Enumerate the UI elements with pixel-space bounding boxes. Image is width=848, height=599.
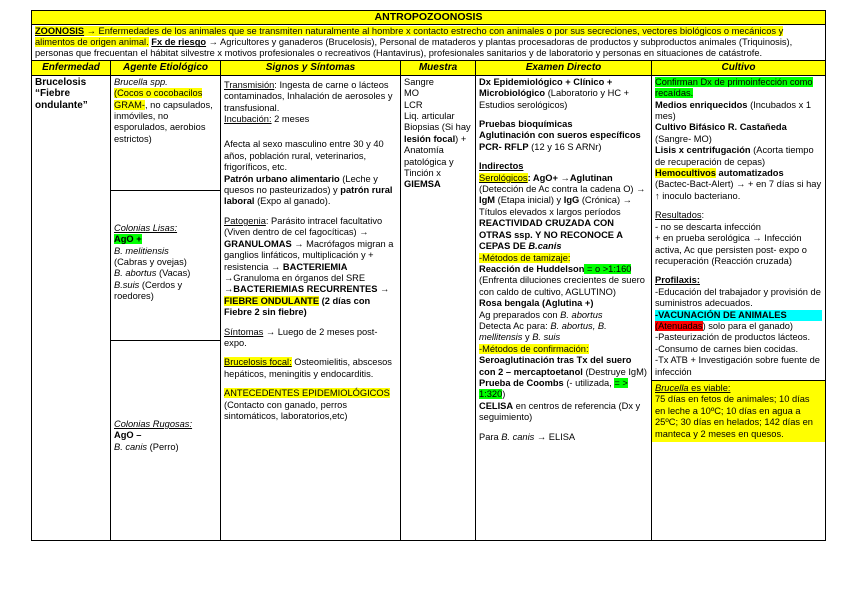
- header-row: [32, 61, 826, 75]
- antropozoonosis-table: [31, 10, 826, 541]
- agente-colonias-rugosas: Colonias Rugosas: AgO – B. canis (Perro): [111, 340, 220, 540]
- brucelosis-row: [32, 75, 826, 540]
- header-signos: Signos y Síntomas: [221, 61, 401, 75]
- page-title: ANTROPOZOONOSIS: [32, 11, 826, 25]
- header-examen: Examen Directo: [476, 61, 652, 75]
- risk-label: Fx de riesgo: [151, 37, 207, 48]
- cell-cultivo: Confirman Dx de primoinfección como recaídas. Medios enriquecidos (Incubados x 1 mes) Cultivo Bifásico R. Castañeda (Sangre- MO) Lisis x centrifugación (Acorta tiempo de recuperación de cepas) Hemocultivos automatizados (Bactec-Bact-Alert) → + en 7 días si hay ↑ inoculo bacteriano. Resultados: - no se descarta infección + en prueba serológica → Infección activa, Ac que persisten post- expo o recuperación (Reacción cruzada) Profilaxis: -Educación del trabajador y provisión de suministros adecuados. -VACUNACIÓN DE ANIMALES (Atenuadas) solo para el ganado) -Pasteurización de productos lácteos. -Consumo de carnes bien cocidas. -Tx ATB + Investigación sobre fuente de infección Brucella es viable: 75 días en fetos de animales; 10 días en leche a 10ºC; 10 días en agua a 25ºC; 30 días en helados; 142 días en manteca y 2 meses en quesos.: [652, 75, 826, 540]
- header-agente: Agente Etiológico: [111, 61, 221, 75]
- brucella-viable-box: Brucella es viable: 75 días en fetos de animales; 10 días en leche a 10ºC; 10 días en agua a 25ºC; 30 días en helados; 142 días en manteca y 2 meses en quesos.: [652, 380, 825, 442]
- cell-muestra: Sangre MO LCR Liq. articular Biopsias (Si hay lesión focal) + Anatomía patológica y Tinción x GIEMSA: [401, 75, 476, 540]
- document-page: [31, 10, 825, 541]
- zoonosis-term: ZOONOSIS: [35, 26, 85, 37]
- intro-paragraph: ZOONOSIS → Enfermedades de los animales que se transmiten naturalmente al hombre x contacto estrecho con animales o por sus secreciones, vectores biológicos o mecánicos y alimentos de origen animal. Fx de riesgo → Agricultores y ganaderos (Brucelosis), Personal de mataderos y plantas procesadoras de productos y subproductos animales (Triquinosis), personas que frecuentan el hábitat silvestre x motivos profesionales o recreativos (Hantavirus), profesionales sanitarios y de laboratorio y personas en situaciones de catástrofe.: [32, 25, 826, 61]
- cell-signos: Transmisión: Ingesta de carne o lácteos contaminados, Inhalación de aerosoles y transfusional. Incubación: 2 meses Afecta al sexo masculino entre 30 y 40 años, población rural, veterinarios, frigoríficos, etc. Patrón urbano alimentario (Leche y quesos no pasteurizados) y patrón rural laboral (Expo al ganado). Patogenia: Parásito intracel facultativo (Viven dentro de cel fagocíticas) → GRANULOMAS → Macrófagos migran a ganglios linfáticos, multiplicación y + resistencia → BACTERIEMIA →Granuloma en órganos del SRE →BACTERIEMIAS RECURRENTES → FIEBRE ONDULANTE (2 días con Fiebre 2 sin fiebre) Síntomas → Luego de 2 meses post-expo. Brucelosis focal: Osteomielitis, abscesos hepáticos, meningitis y endocarditis. ANTECEDENTES EPIDEMIOLÓGICOS (Contacto con ganado, perros sintomáticos, laboratorios,etc): [221, 75, 401, 540]
- header-cultivo: Cultivo: [652, 61, 826, 75]
- cell-agente: [111, 75, 221, 540]
- header-enfermedad: Enfermedad: [32, 61, 111, 75]
- agente-general: Brucella spp. (Cocos o cocobacilos GRAM-, no capsulados, inmóviles, no esporulados, aerobios estrictos): [114, 76, 213, 144]
- agente-colonias-lisas: Colonias Lisas: AgO + B. melitiensis (Cabras y ovejas) B. abortus (Vacas) B.suis (Cerdos y roedores): [111, 190, 220, 340]
- cell-enfermedad: Brucelosis “Fiebre ondulante”: [32, 75, 111, 540]
- header-muestra: Muestra: [401, 61, 476, 75]
- zoonosis-definition: Enfermedades de los animales que se transmiten naturalmente al hombre x contacto estrecho con animales o por sus secreciones, vectores biológicos o mecánicos y alimentos de origen animal.: [35, 26, 784, 48]
- risk-text: → Agricultores y ganaderos (Brucelosis), Personal de mataderos y plantas procesadoras de productos y subproductos animales (Triquinosis), personas que frecuentan el hábitat silvestre x motivos profesionales o recreativos (Hantavirus), profesionales sanitarios y de laboratorio y personas en situaciones de catástrofe.: [35, 37, 793, 59]
- cell-examen: Dx Epidemiológico + Clínico + Microbiológico (Laboratorio y HC + Estudios serológicos) Pruebas bioquímicas Aglutinación con sueros específicos PCR- RFLP (12 y 16 S ARNr) Indirectos Serológicos: AgO+ →Aglutinan (Detección de Ac contra la cadena O) → IgM (Etapa inicial) y IgG (Crónica) → Títulos elevados x largos períodos REACTIVIDAD CRUZADA CON OTRAS ssp. Y NO RECONOCE A CEPAS DE B.canis -Métodos de tamizaje: Reacción de Huddelson = o >1:160 (Enfrenta diluciones crecientes de suero con caldo de cultivo, AGLUTINO) Rosa bengala (Aglutina +) Ag preparados con B. abortus Detecta Ac para: B. abortus, B. mellitensis y B. suis -Métodos de confirmación: Seroaglutinación tras Tx del suero con 2 – mercaptoetanol (Destruye IgM) Prueba de Coombs (- utilizada, = > 1:320) CELISA en centros de referencia (Dx y seguimiento) Para B. canis → ELISA: [476, 75, 652, 540]
